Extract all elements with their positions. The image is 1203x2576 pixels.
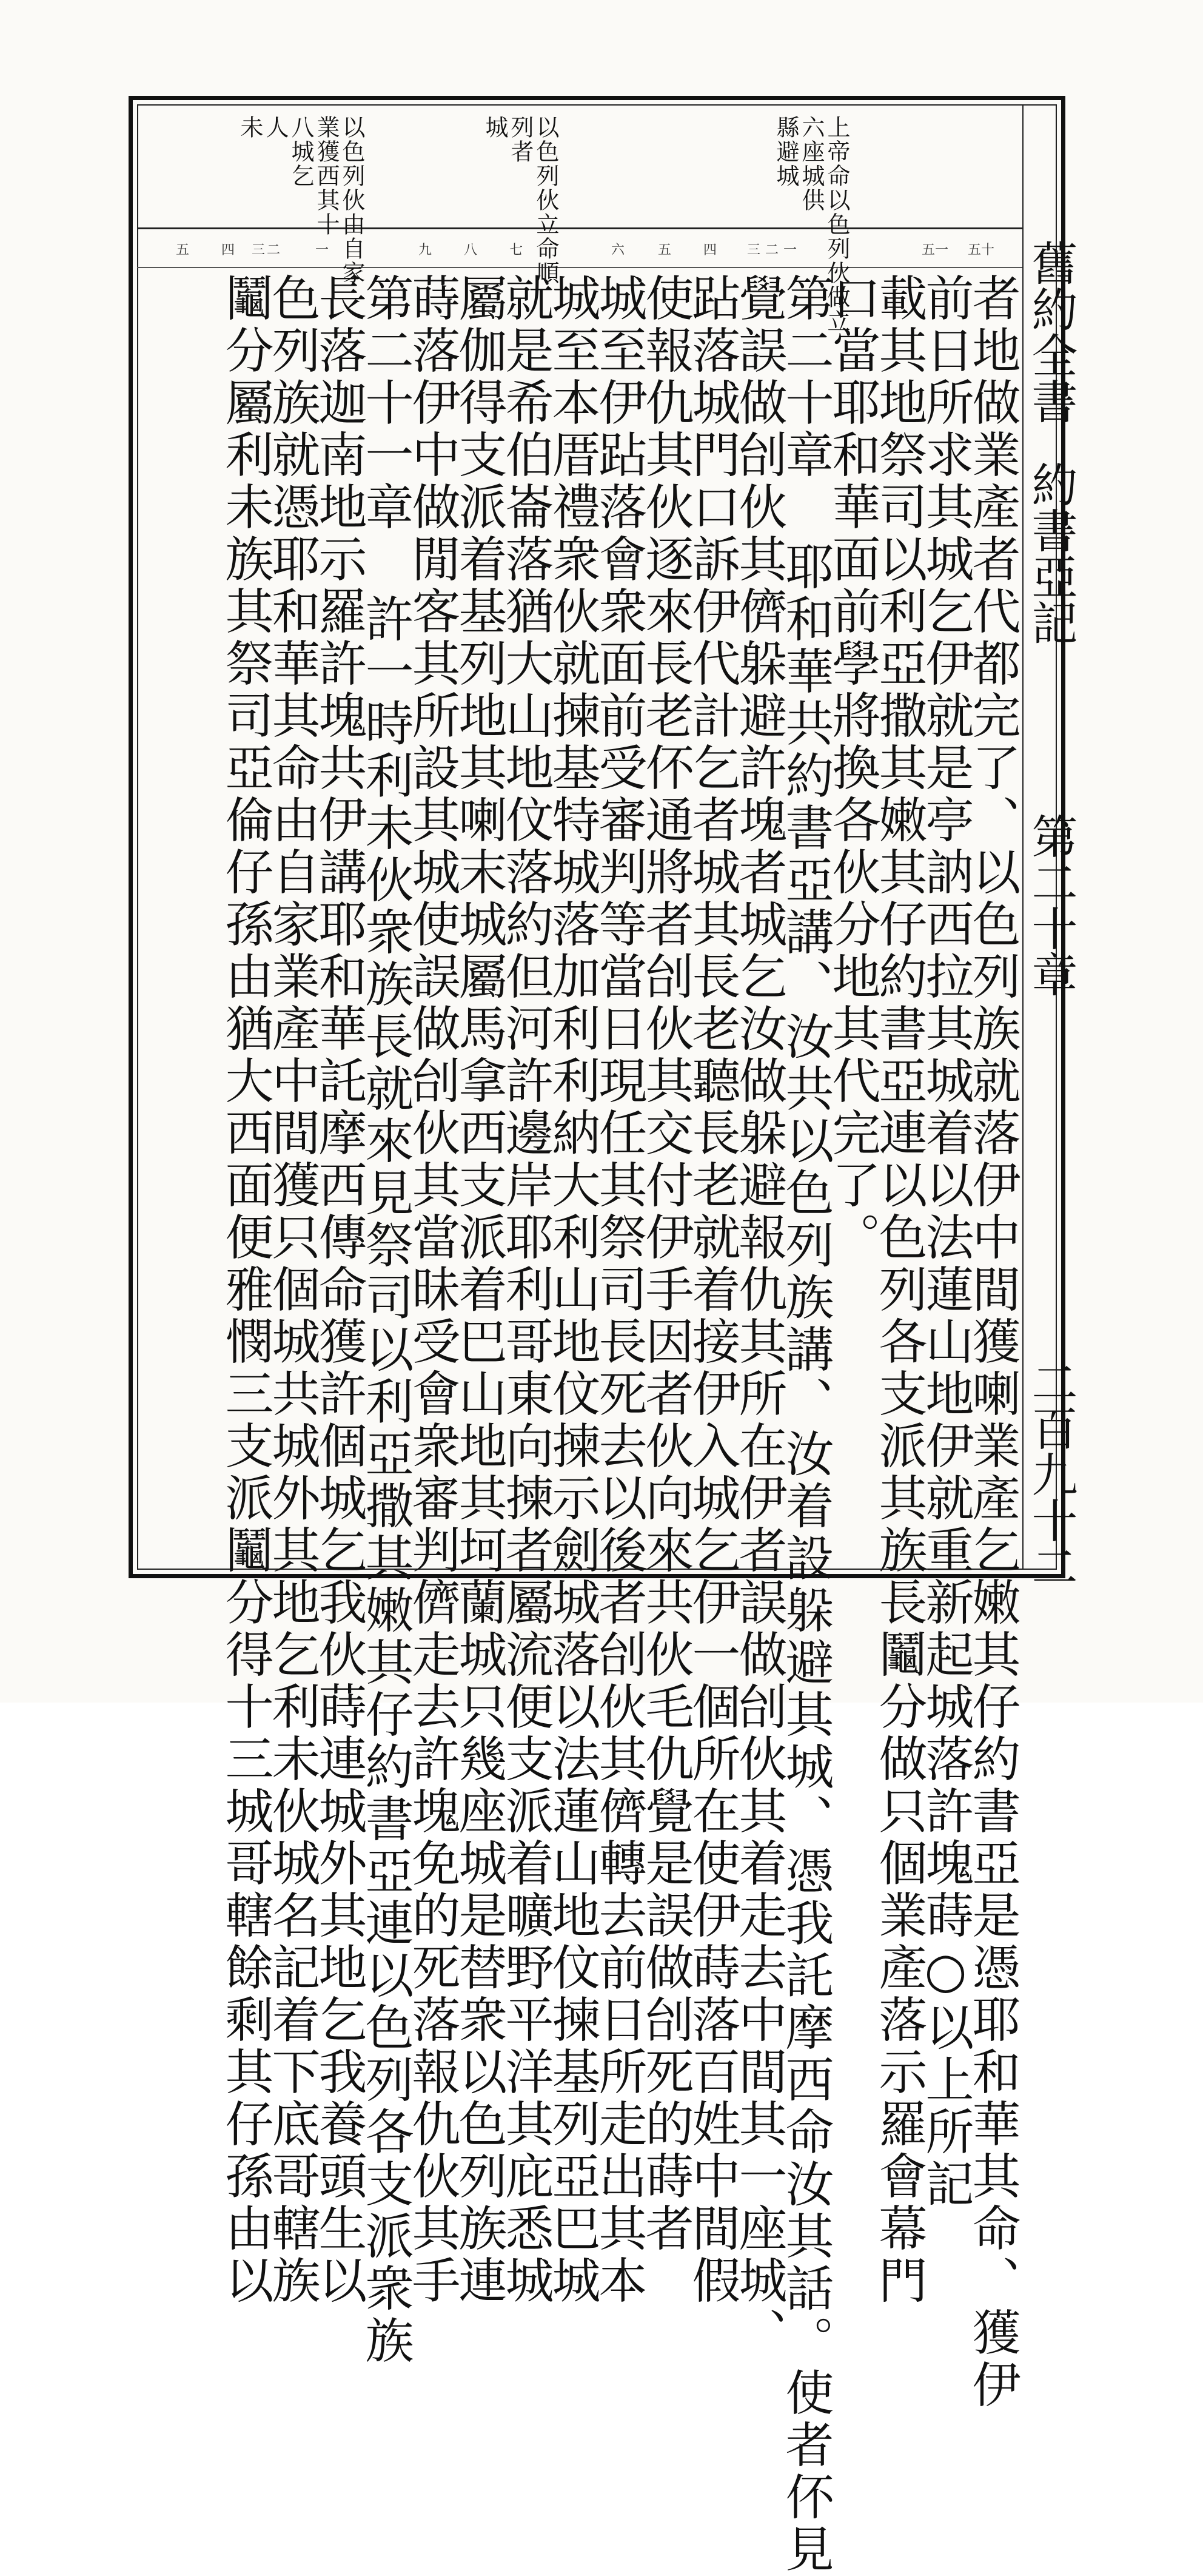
text-column: 屬伽得支派着基列地其喇末城屬馬拿西支派着巴山地其坷蘭城只幾座城是替衆以色列族連 <box>451 273 507 2307</box>
verse-marker: 三 <box>747 243 761 258</box>
running-header-divider <box>1022 104 1024 1570</box>
headnote: 縣避城 <box>772 115 799 188</box>
verse-marker: 九 <box>418 243 432 258</box>
text-column: 鬮分屬利未族其祭司亞倫仔孫由猶大西面便雅憫三支派鬮分得十三城哥轄餘剩其仔孫由以 <box>217 273 273 2307</box>
headnote: 人 <box>262 115 289 140</box>
text-column: 就是希伯崙落猶大山地伩落約但河許邊岸耶利哥東向揀者屬流便支派着曠野平洋其庇悉城 <box>497 273 554 2307</box>
text-column: 第二十一章 許一時利未伙衆族長就來見祭司以利亞撒其嫩其仔約書亞連以色列各支派衆族 <box>357 273 414 2367</box>
verse-marker: 二 <box>765 243 779 258</box>
chapter-title: 第二十章 <box>1024 813 1078 997</box>
headnote: 以色列伙立命順 <box>532 115 559 285</box>
verse-marker: 四 <box>221 243 235 258</box>
headnote: 列者 <box>507 115 534 164</box>
text-column: 覺誤做刣伙其儕躲避許塊者城乞汝做躲避報仇其所在伊者誤做刣伙其着走去中間其一座城、 <box>731 273 787 2359</box>
verse-marker-divider <box>137 267 1022 268</box>
text-column: 長落迦南地示羅許塊共伊講耶和華託摩西傳命獲許個城乞我伙蒔連城外其地乞我養頭生以 <box>310 273 367 2307</box>
text-column: 載其地祭司以利亞撒其嫩其仔約書亞連以色列各支派其族長鬮分做只個業產落示羅會幕門 <box>871 273 927 2307</box>
verse-marker: 七 <box>509 243 523 258</box>
text-column: 前日所求其城乞伊就是亭訥西拉其城着以法蓮山地伊就重新起城落許塊蒔○以上所記 <box>917 273 974 2211</box>
headnote: 上帝命以色列伙做立 <box>823 115 850 334</box>
book-title: 舊約全書 <box>1024 240 1078 424</box>
headnote: 六座城供 <box>798 115 825 212</box>
page-number: 二百九十二 <box>1024 1359 1078 1589</box>
verse-marker: 六 <box>611 243 625 258</box>
verse-marker: 三 <box>252 243 266 258</box>
headnote: 以色列伙由自家 <box>338 115 365 285</box>
text-column: 第二十章 耶和華共約書亞講、汝共以色列族講、汝着設躲避其城、憑我託摩西命汝其話。使者伓見 <box>777 273 834 2576</box>
text-column: 跕落城門口訴伊代計乞者城其長老聽長老就着接伊入城乞伊一個所在使伊蒔落百姓中間假 <box>684 273 740 2307</box>
book-subtitle: 約書亞記 <box>1024 461 1078 645</box>
header-divider <box>137 227 1022 229</box>
verse-marker: 五 <box>658 243 672 258</box>
verse-marker: 一 <box>315 243 329 258</box>
text-column: 口當耶和華面前學將換各伙分地其代完了。 <box>824 273 880 1264</box>
text-column: 城至伊跕落會衆面前受審判等當日現任其祭司長死去以後者刣伙其儕轉去前日所走出其本 <box>591 273 647 2307</box>
verse-marker: 五 <box>176 243 190 258</box>
headnote: 八城乞 <box>287 115 314 188</box>
verse-marker: 四 <box>703 243 717 258</box>
headnote: 業獲西其十 <box>313 115 340 237</box>
text-column: 色列族就憑耶和華其命由自家業產中間獲只個城共城外其地乞利未伙城名記着下底哥轄族 <box>264 273 320 2307</box>
text-column: 蒔落伊中做閒客其所設其城使誤做刣伙其當昧受會衆審判儕走去許塊免的死落報仇伙其手 <box>404 273 460 2307</box>
verse-marker: 五一 <box>922 243 949 258</box>
text-column: 城至本厝禮衆伙就揀基特城落加利利納大利山地伩揀示劍城落以法蓮山地伩揀基列亞巴城 <box>544 273 600 2307</box>
verse-marker: 五十 <box>968 243 995 258</box>
verse-marker: 二 <box>267 243 281 258</box>
verse-marker: 一 <box>783 243 797 258</box>
headnote: 城 <box>481 115 508 140</box>
verse-marker: 八 <box>464 243 478 258</box>
text-column: 者地做業產者代都完了、以色列族就落伊中間獲喇業產乞嫩其仔約書亞是憑耶和華其命、獲伊 <box>964 273 1020 2412</box>
headnote: 未 <box>236 115 263 140</box>
text-column: 使報仇其伙逐來長老伓通將者刣伙其交付伊手因者伙向來共伙毛仇覺是誤做刣死的蒔者 <box>637 273 694 2255</box>
